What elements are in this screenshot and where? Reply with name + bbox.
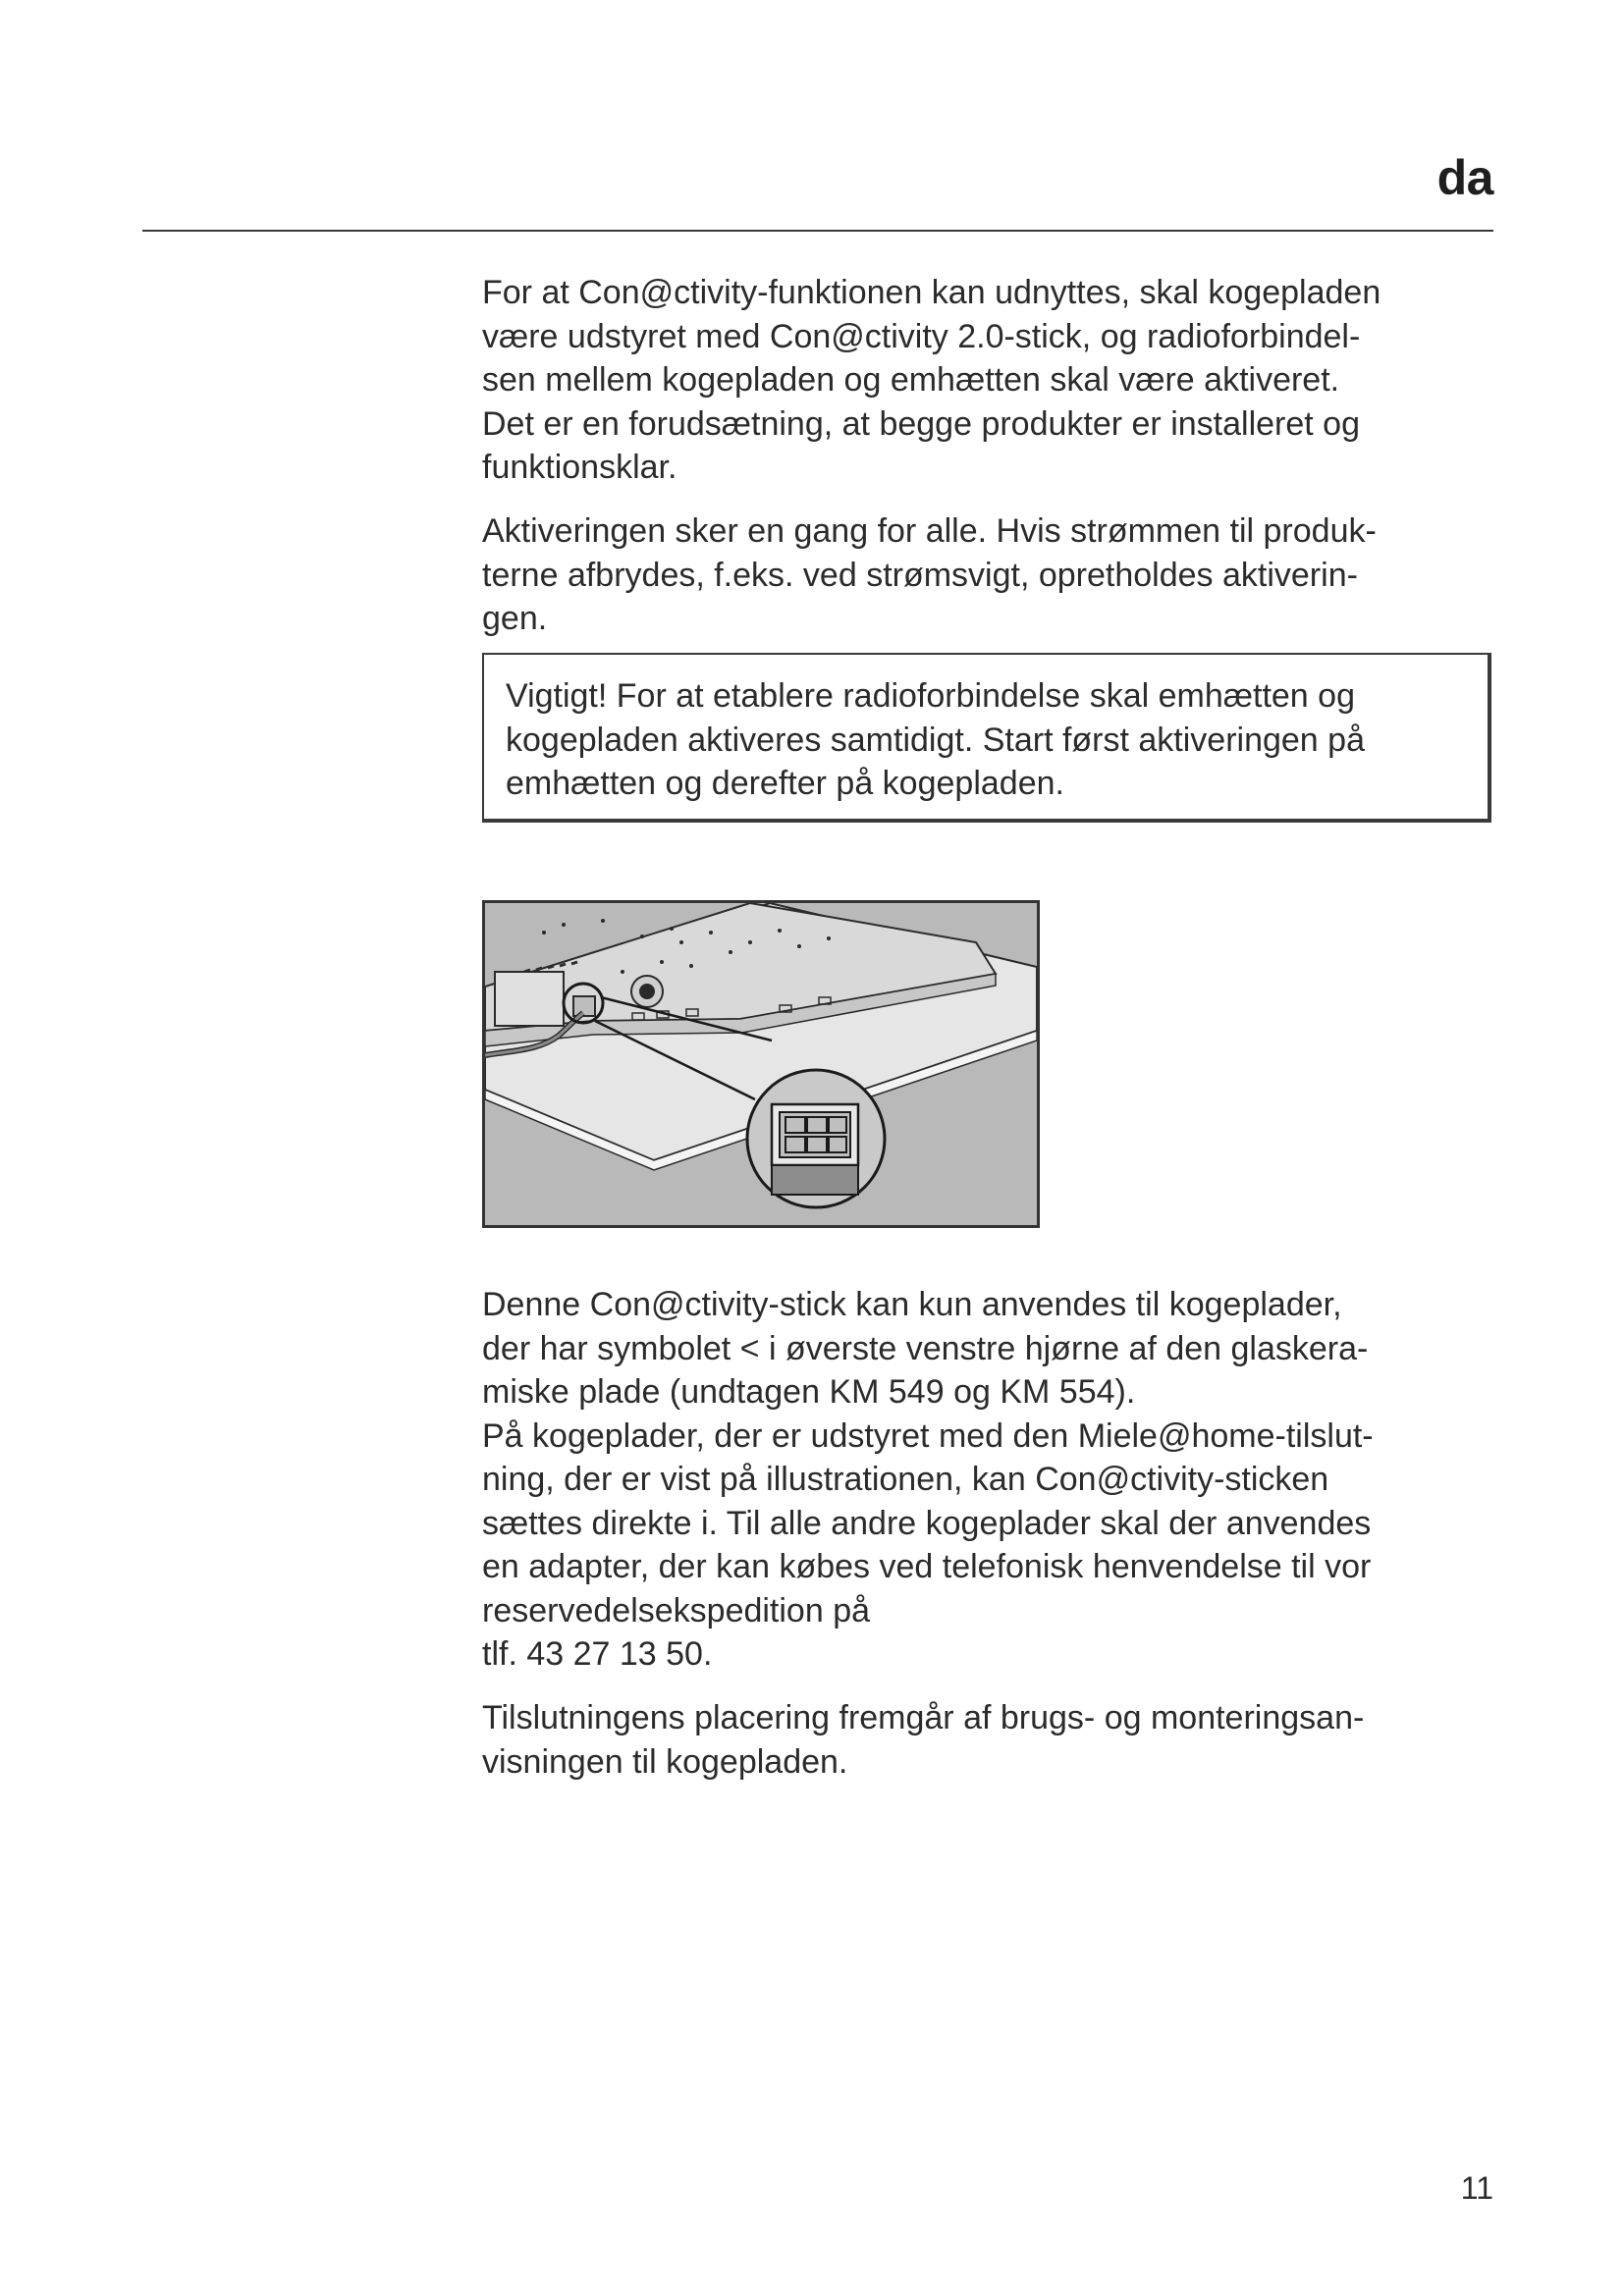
page-number: 11 [1460,2170,1493,2206]
connection-illustration [482,900,1040,1228]
intro-paragraph [482,271,1503,490]
header-divider [142,230,1493,232]
connection-location-paragraph [482,1696,1503,1784]
note-text: Vigtigt! For at etablere radioforbindelse skal emhætten og kogepladen aktiveres samtidigt. Start først aktiveringen på emhætten og derefter på kogepladen. [506,677,1365,802]
paragraph-text: Denne Con@ctivity-stick kan kun anvendes til kogeplader, der har symbolet < i øverste venstre hjørne af den glaskera- miske plade (undtagen KM 549 og KM 554). På kogeplader, der er udstyret med den Miele@home-tilslut- ning, der er vist på illustrationen, kan Con@ctivity-sticken sættes direkte i. Til alle andre kogeplader skal der anvendes en adapter, der kan købes ved telefonisk henvendelse til vor reservedelsekspedition på tlf. 43 27 13 50. [482,1286,1374,1673]
paragraph-text: Tilslutningens placering fremgår af brugs- og monteringsan- visningen til kogepladen. [482,1699,1365,1781]
activation-paragraph [482,509,1503,641]
paragraph-text: For at Con@ctivity-funktionen kan udnyttes, skal kogepladen være udstyret med Con@ctivity 2.0-stick, og radioforbindel- sen mellem kogepladen og emhætten skal være aktiveret. Det er en forudsætning, at begge produkter er installeret og funktionsklar. [482,274,1381,486]
stick-compatibility-paragraph [482,1283,1503,1677]
important-note-box [482,653,1491,823]
hob-connection-socket-illustration [485,903,1037,1225]
paragraph-text: Aktiveringen sker en gang for alle. Hvis strømmen til produk- terne afbrydes, f.eks. ved strømsvigt, opretholdes aktiverin- gen. [482,512,1377,637]
language-code: da [1436,150,1493,205]
